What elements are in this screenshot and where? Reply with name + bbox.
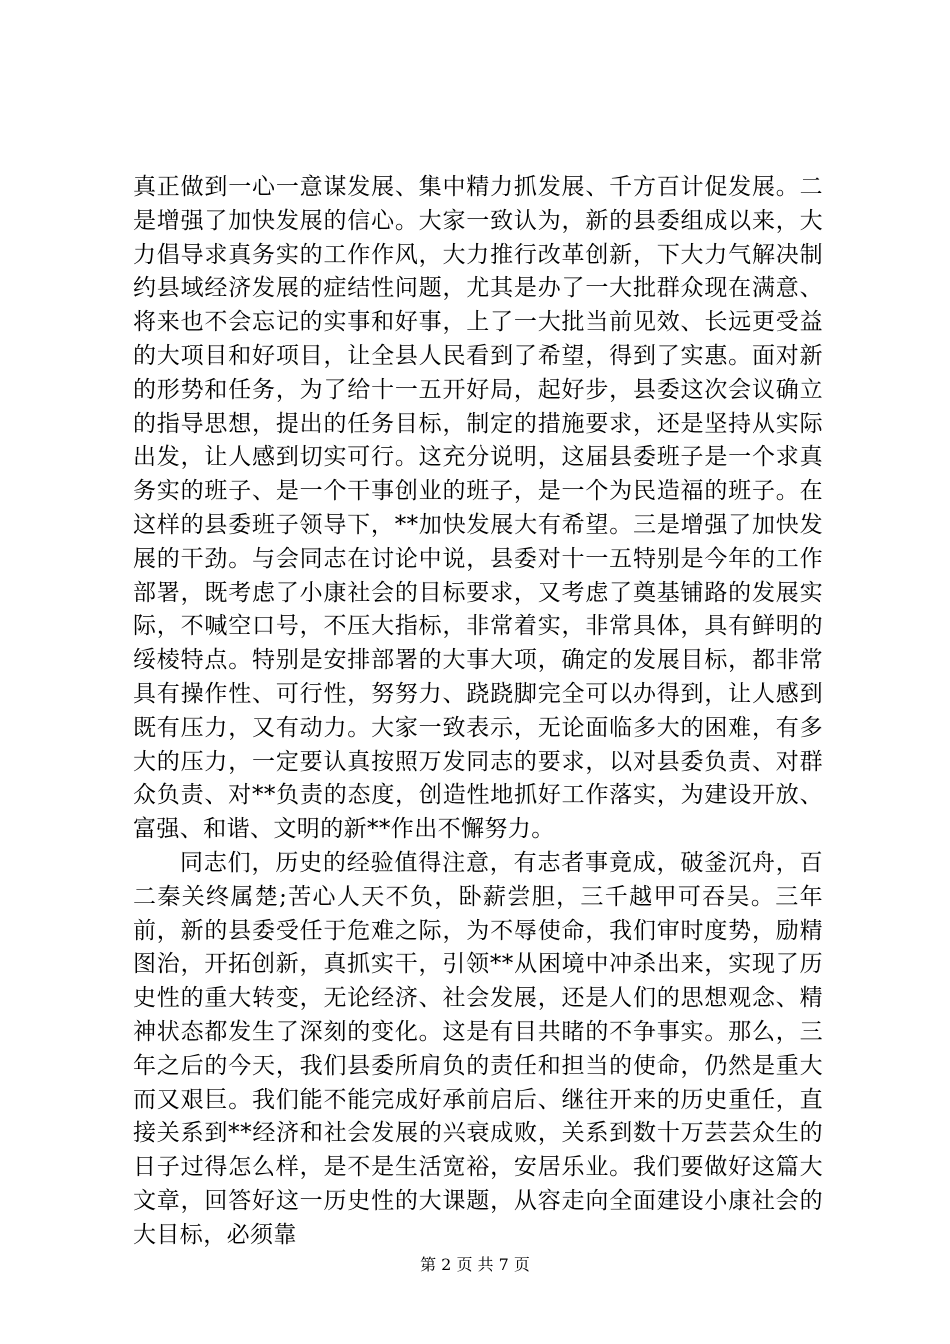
page-footer: 第 2 页 共 7 页 <box>420 1255 530 1274</box>
paragraph-1: 真正做到一心一意谋发展、集中精力抓发展、千方百计促发展。二是增强了加快发展的信心。大家一致认为，新的县委组成以来，大力倡导求真务实的工作作风，大力推行改革创新，下大力气解决制约县域经济发展的症结性问题，尤其是办了一大批群众现在满意、将来也不会忘记的实事和好事，上了一大批当前见效、长远更受益的大项目和好项目，让全县人民看到了希望，得到了实惠。面对新的形势和任务，为了给十一五开好局，起好步，县委这次会议确立的指导思想，提出的任务目标，制定的措施要求，还是坚持从实际出发，让人感到切实可行。这充分说明，这届县委班子是一个求真务实的班子、是一个干事创业的班子，是一个为民造福的班子。在这样的县委班子领导下，**加快发展大有希望。三是增强了加快发展的干劲。与会同志在讨论中说，县委对十一五特别是今年的工作部署，既考虑了小康社会的目标要求，又考虑了奠基铺路的发展实际，不喊空口号，不压大指标，非常着实，非常具体，具有鲜明的绥棱特点。特别是安排部署的大事大项，确定的发展目标，都非常具有操作性、可行性，努努力、跷跷脚完全可以办得到，让人感到既有压力，又有动力。大家一致表示，无论面临多大的困难，有多大的压力，一定要认真按照万发同志的要求，以对县委负责、对群众负责、对**负责的态度，创造性地抓好工作落实，为建设开放、富强、和谐、文明的新**作出不懈努力。 <box>133 174 823 843</box>
paragraph-2: 同志们，历史的经验值得注意，有志者事竟成，破釜沉舟，百二秦关终属楚;苦心人天不负，卧薪尝胆，三千越甲可吞吴。三年前，新的县委受任于危难之际，为不辱使命，我们审时度势，励精图治，开拓创新，真抓实干，引领**从困境中冲杀出来，实现了历史性的重大转变，无论经济、社会发展，还是人们的思想观念、精神状态都发生了深刻的变化。这是有目共睹的不争事实。那么，三年之后的今天，我们县委所肩负的责任和担当的使命，仍然是重大而又艰巨。我们能不能完成好承前启后、继往开来的历史重任，直接关系到**经济和社会发展的兴衰成败，关系到数十万芸芸众生的日子过得怎么样，是不是生活宽裕，安居乐业。我们要做好这篇大文章，回答好这一历史性的大课题，从容走向全面建设小康社会的大目标，必须靠 <box>133 849 823 1248</box>
document-body <box>133 171 823 1253</box>
